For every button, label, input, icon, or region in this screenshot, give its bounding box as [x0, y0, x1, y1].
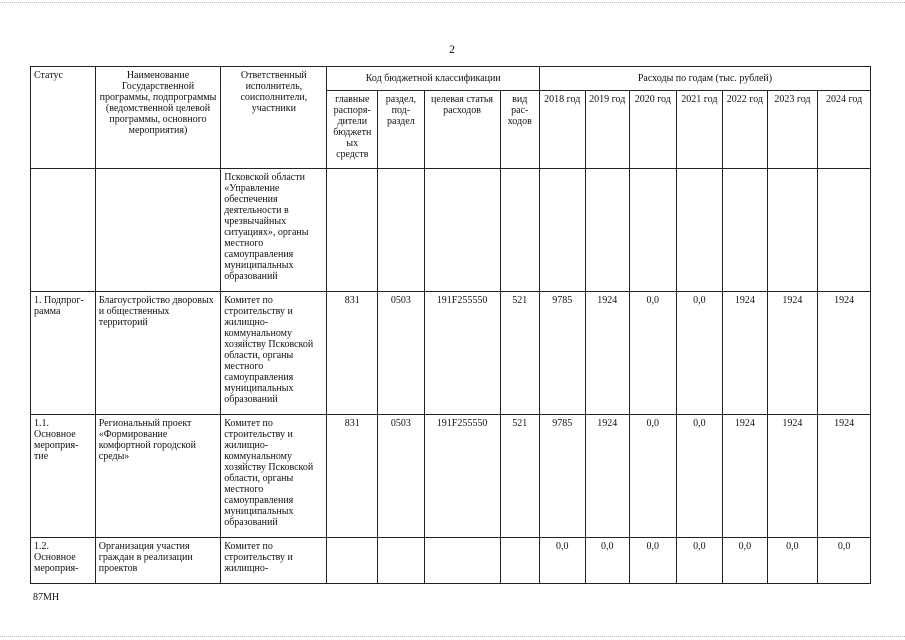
- table-row: [31, 292, 871, 415]
- cell-2023: [767, 169, 818, 292]
- cell-grbs: 831: [327, 292, 378, 415]
- cell-2023: 1924: [767, 415, 818, 538]
- cell-2019: 0,0: [585, 538, 630, 584]
- cell-2022: 0,0: [723, 538, 768, 584]
- cell-2022: 1924: [723, 292, 768, 415]
- cell-2023: 1924: [767, 292, 818, 415]
- header-section: раздел, под-раздел: [378, 91, 425, 169]
- cell-kind: [500, 169, 539, 292]
- cell-2019: 1924: [585, 415, 630, 538]
- header-year-2021: 2021 год: [676, 91, 723, 169]
- cell-2018: [539, 169, 585, 292]
- header-budget-code: Код бюджетной классификации: [327, 67, 540, 91]
- header-status: Статус: [31, 67, 96, 169]
- header-row-1: [31, 67, 871, 91]
- table-row: [31, 415, 871, 538]
- cell-2018: 9785: [539, 415, 585, 538]
- header-year-2019: 2019 год: [585, 91, 630, 169]
- cell-2024: 1924: [818, 415, 871, 538]
- cell-responsible: Комитет по строительству и жилищно-коммунальному хозяйству Псковской области, органы местного самоуправления муниципальных образований: [221, 415, 327, 538]
- cell-section: 0503: [378, 292, 425, 415]
- cell-status: 1.2. Основное мероприя-: [31, 538, 96, 584]
- cell-2022: [723, 169, 768, 292]
- cell-status: 1. Подпрог-рамма: [31, 292, 96, 415]
- cell-name: Региональный проект «Формирование комфортной городской среды»: [95, 415, 220, 538]
- cell-2024: 1924: [818, 292, 871, 415]
- cell-target: [424, 169, 500, 292]
- cell-2022: 1924: [723, 415, 768, 538]
- cell-responsible: Псковской области «Управление обеспечения деятельности в чрезвычайных ситуациях», органы местного самоуправления муниципальных образований: [221, 169, 327, 292]
- header-kind: вид рас-ходов: [500, 91, 539, 169]
- cell-grbs: [327, 169, 378, 292]
- header-year-2018: 2018 год: [539, 91, 585, 169]
- header-year-2024: 2024 год: [818, 91, 871, 169]
- table-row: [31, 538, 871, 584]
- cell-target: [424, 538, 500, 584]
- cell-name: Благоустройство дворовых и общественных территорий: [95, 292, 220, 415]
- document-code: 87МН: [33, 592, 60, 603]
- header-year-2022: 2022 год: [723, 91, 768, 169]
- cell-responsible: Комитет по строительству и жилищно-: [221, 538, 327, 584]
- cell-section: [378, 169, 425, 292]
- cell-2019: [585, 169, 630, 292]
- table-row: [31, 169, 871, 292]
- cell-2021: 0,0: [676, 538, 723, 584]
- page-number: 2: [449, 42, 455, 56]
- header-target: целевая статья расходов: [424, 91, 500, 169]
- cell-2021: 0,0: [676, 415, 723, 538]
- cell-2018: 9785: [539, 292, 585, 415]
- cell-2020: 0,0: [630, 415, 677, 538]
- cell-kind: 521: [500, 292, 539, 415]
- cell-2021: 0,0: [676, 292, 723, 415]
- cell-status: [31, 169, 96, 292]
- cell-2021: [676, 169, 723, 292]
- scan-edge-bottom: [0, 636, 905, 638]
- cell-responsible: Комитет по строительству и жилищно-коммунальному хозяйству Псковской области, органы местного самоуправления муниципальных образований: [221, 292, 327, 415]
- header-expenses: Расходы по годам (тыс. рублей): [539, 67, 870, 91]
- cell-2018: 0,0: [539, 538, 585, 584]
- header-name: Наименование Государственной программы, подпрограммы (ведомственной целевой программы, основного мероприятия): [95, 67, 220, 169]
- cell-status: 1.1. Основное мероприя-тие: [31, 415, 96, 538]
- cell-2020: 0,0: [630, 292, 677, 415]
- cell-target: 191F255550: [424, 292, 500, 415]
- header-grbs: главные распоря-дители бюджетн ых средств: [327, 91, 378, 169]
- cell-kind: 521: [500, 415, 539, 538]
- cell-name: Организация участия граждан в реализации проектов: [95, 538, 220, 584]
- cell-kind: [500, 538, 539, 584]
- cell-2024: 0,0: [818, 538, 871, 584]
- cell-grbs: [327, 538, 378, 584]
- cell-2020: [630, 169, 677, 292]
- cell-2024: [818, 169, 871, 292]
- header-year-2020: 2020 год: [630, 91, 677, 169]
- cell-name: [95, 169, 220, 292]
- header-year-2023: 2023 год: [767, 91, 818, 169]
- cell-2019: 1924: [585, 292, 630, 415]
- cell-2023: 0,0: [767, 538, 818, 584]
- cell-2020: 0,0: [630, 538, 677, 584]
- cell-section: 0503: [378, 415, 425, 538]
- cell-section: [378, 538, 425, 584]
- budget-table: [30, 66, 871, 584]
- cell-target: 191F255550: [424, 415, 500, 538]
- scan-edge-top: [0, 2, 905, 4]
- cell-grbs: 831: [327, 415, 378, 538]
- header-responsible: Ответственный исполнитель, соисполнители, участники: [221, 67, 327, 169]
